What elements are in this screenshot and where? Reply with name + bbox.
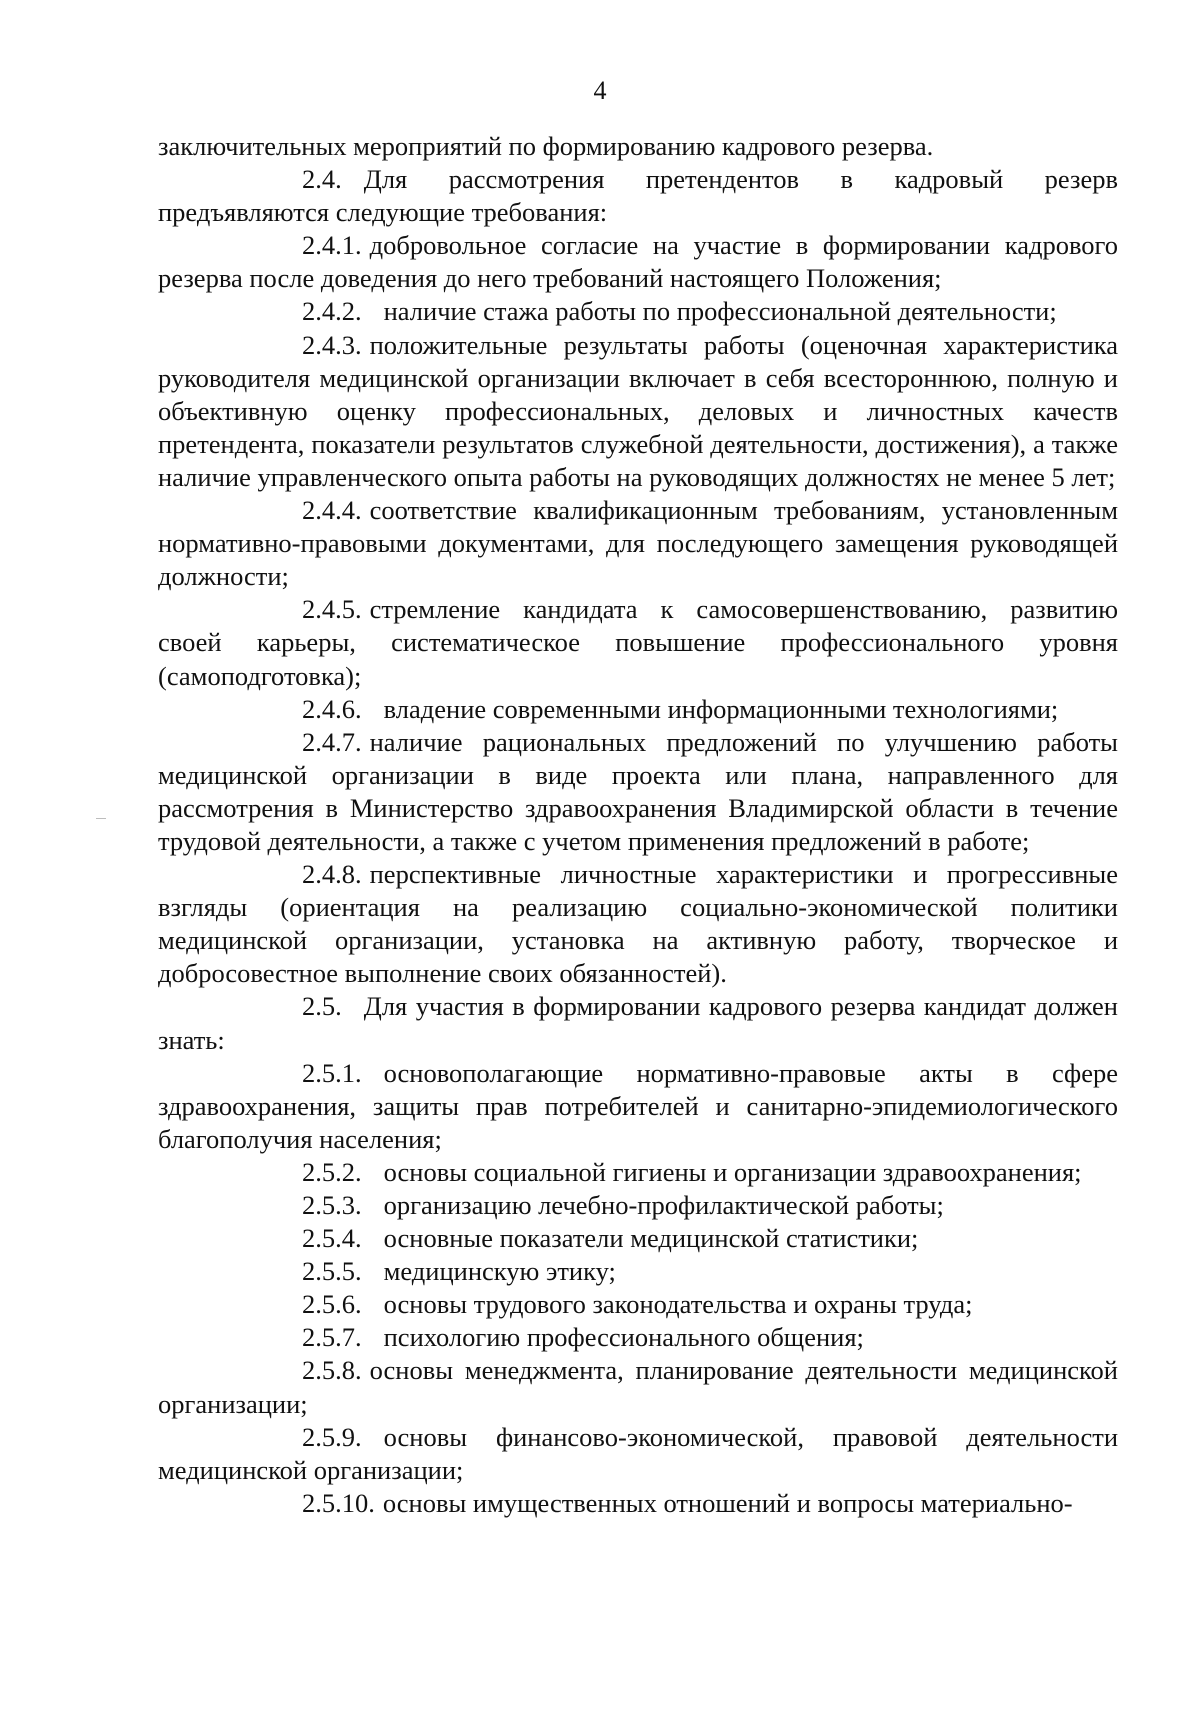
- paragraph-text: добровольное согласие на участие в формировании кадрового резерва после доведения до него требований настоящего Положения;: [158, 230, 1118, 294]
- paragraph-number: 2.4.4.: [302, 495, 362, 526]
- scan-margin-mark: [96, 818, 106, 819]
- paragraph-2-5-1: [158, 1057, 1118, 1156]
- paragraph-number: 2.5.: [302, 991, 342, 1022]
- paragraph-number: 2.5.8.: [302, 1355, 362, 1386]
- paragraph-text: основы финансово-экономической, правовой деятельности медицинской организации;: [158, 1421, 1118, 1485]
- paragraph-2-5-5: [158, 1255, 1118, 1288]
- paragraph-text: основы имущественных отношений и вопросы материально-: [382, 1487, 1073, 1518]
- paragraph-2-5-4: [158, 1222, 1118, 1255]
- paragraph-text: организацию лечебно-профилактической работы;: [383, 1190, 944, 1220]
- paragraph-2-5-3: [158, 1189, 1118, 1222]
- paragraph-2-4: [158, 163, 1118, 229]
- paragraph-2-4-1: [158, 229, 1118, 295]
- paragraph-2-4-4: [158, 494, 1118, 593]
- page-number: 4: [593, 76, 607, 105]
- paragraph-text: основные показатели медицинской статистики;: [383, 1223, 919, 1254]
- paragraph-number: 2.4.3.: [302, 329, 362, 360]
- paragraph-2-4-3: [158, 329, 1118, 494]
- paragraph-text: Для участия в формировании кадрового резерва кандидат должен знать:: [158, 991, 1118, 1055]
- paragraph-number: 2.5.3.: [302, 1190, 362, 1220]
- paragraph-2-4-8: [158, 858, 1118, 990]
- paragraph-number: 2.5.10.: [302, 1487, 375, 1518]
- document-body: [158, 130, 1118, 1520]
- paragraph-number: 2.5.9.: [302, 1421, 362, 1452]
- paragraph-number: 2.4.1.: [302, 230, 362, 261]
- paragraph-text: владение современными информационными технологиями;: [383, 693, 1059, 724]
- paragraph-2-5-8: [158, 1354, 1118, 1420]
- paragraph-number: 2.5.6.: [302, 1289, 362, 1320]
- paragraph-2-5-2: [158, 1156, 1118, 1189]
- paragraph-text: соответствие квалификационным требованиям, установленным нормативно-правовыми документами, для последующего замещения руководящей должности;: [158, 495, 1118, 592]
- paragraph-number: 2.4.: [302, 164, 342, 195]
- paragraph-number: 2.4.6.: [302, 693, 362, 724]
- paragraph-2-4-2: [158, 295, 1118, 328]
- paragraph-number: 2.4.8.: [302, 859, 362, 890]
- paragraph-text: медицинскую этику;: [383, 1256, 616, 1287]
- paragraph-2-5-6: [158, 1288, 1118, 1321]
- paragraph-text: основы менеджмента, планирование деятельности медицинской организации;: [158, 1355, 1118, 1419]
- paragraph-2-5: [158, 990, 1118, 1056]
- paragraph-number: 2.4.2.: [302, 296, 362, 327]
- paragraph-number: 2.5.4.: [302, 1223, 362, 1254]
- paragraph-2-5-9: [158, 1421, 1118, 1487]
- paragraph-text: положительные результаты работы (оценочная характеристика руководителя медицинской организации включает в себя всестороннюю, полную и объективную оценку профессиональных, деловых и личностных качеств претендента, показатели результатов служебной деятельности, достижения), а также наличие управленческого опыта работы на руководящих должностях не менее 5 лет;: [158, 329, 1118, 492]
- paragraph-text: наличие стажа работы по профессиональной деятельности;: [383, 296, 1057, 327]
- paragraph-text: заключительных мероприятий по формированию кадрового резерва.: [158, 131, 934, 161]
- paragraph-text: Для рассмотрения претендентов в кадровый резерв предъявляются следующие требования:: [158, 164, 1118, 228]
- paragraph-2-5-10: [158, 1487, 1118, 1520]
- paragraph-number: 2.5.2.: [302, 1156, 362, 1187]
- paragraph-text: основы социальной гигиены и организации здравоохранения;: [383, 1156, 1082, 1187]
- paragraph-text: основы трудового законодательства и охраны труда;: [383, 1289, 973, 1320]
- paragraph-text: психологию профессионального общения;: [383, 1322, 864, 1353]
- paragraph-2-4-5: [158, 593, 1118, 692]
- paragraph-text: наличие рациональных предложений по улучшению работы медицинской организации в виде проекта или плана, направленного для рассмотрения в Министерство здравоохранения Владимирской области в течение трудовой деятельности, а также с учетом применения предложений в работе;: [158, 726, 1118, 856]
- paragraph-number: 2.5.7.: [302, 1322, 362, 1353]
- paragraph-number: 2.4.5.: [302, 594, 362, 625]
- paragraph-continuation: [158, 130, 1118, 163]
- paragraph-number: 2.5.1.: [302, 1057, 362, 1088]
- paragraph-number: 2.4.7.: [302, 726, 362, 757]
- paragraph-text: перспективные личностные характеристики и прогрессивные взгляды (ориентация на реализацию социально-экономической политики медицинской организации, установка на активную работу, творческое и добросовестное выполнение своих обязанностей).: [158, 859, 1118, 989]
- paragraph-2-4-6: [158, 693, 1118, 726]
- paragraph-2-5-7: [158, 1321, 1118, 1354]
- paragraph-number: 2.5.5.: [302, 1256, 362, 1287]
- paragraph-text: основополагающие нормативно-правовые акты в сфере здравоохранения, защиты прав потребителей и санитарно-эпидемиологического благополучия населения;: [158, 1057, 1118, 1154]
- paragraph-text: стремление кандидата к самосовершенствованию, развитию своей карьеры, систематическое повышение профессионального уровня (самоподготовка);: [158, 594, 1118, 691]
- paragraph-2-4-7: [158, 726, 1118, 858]
